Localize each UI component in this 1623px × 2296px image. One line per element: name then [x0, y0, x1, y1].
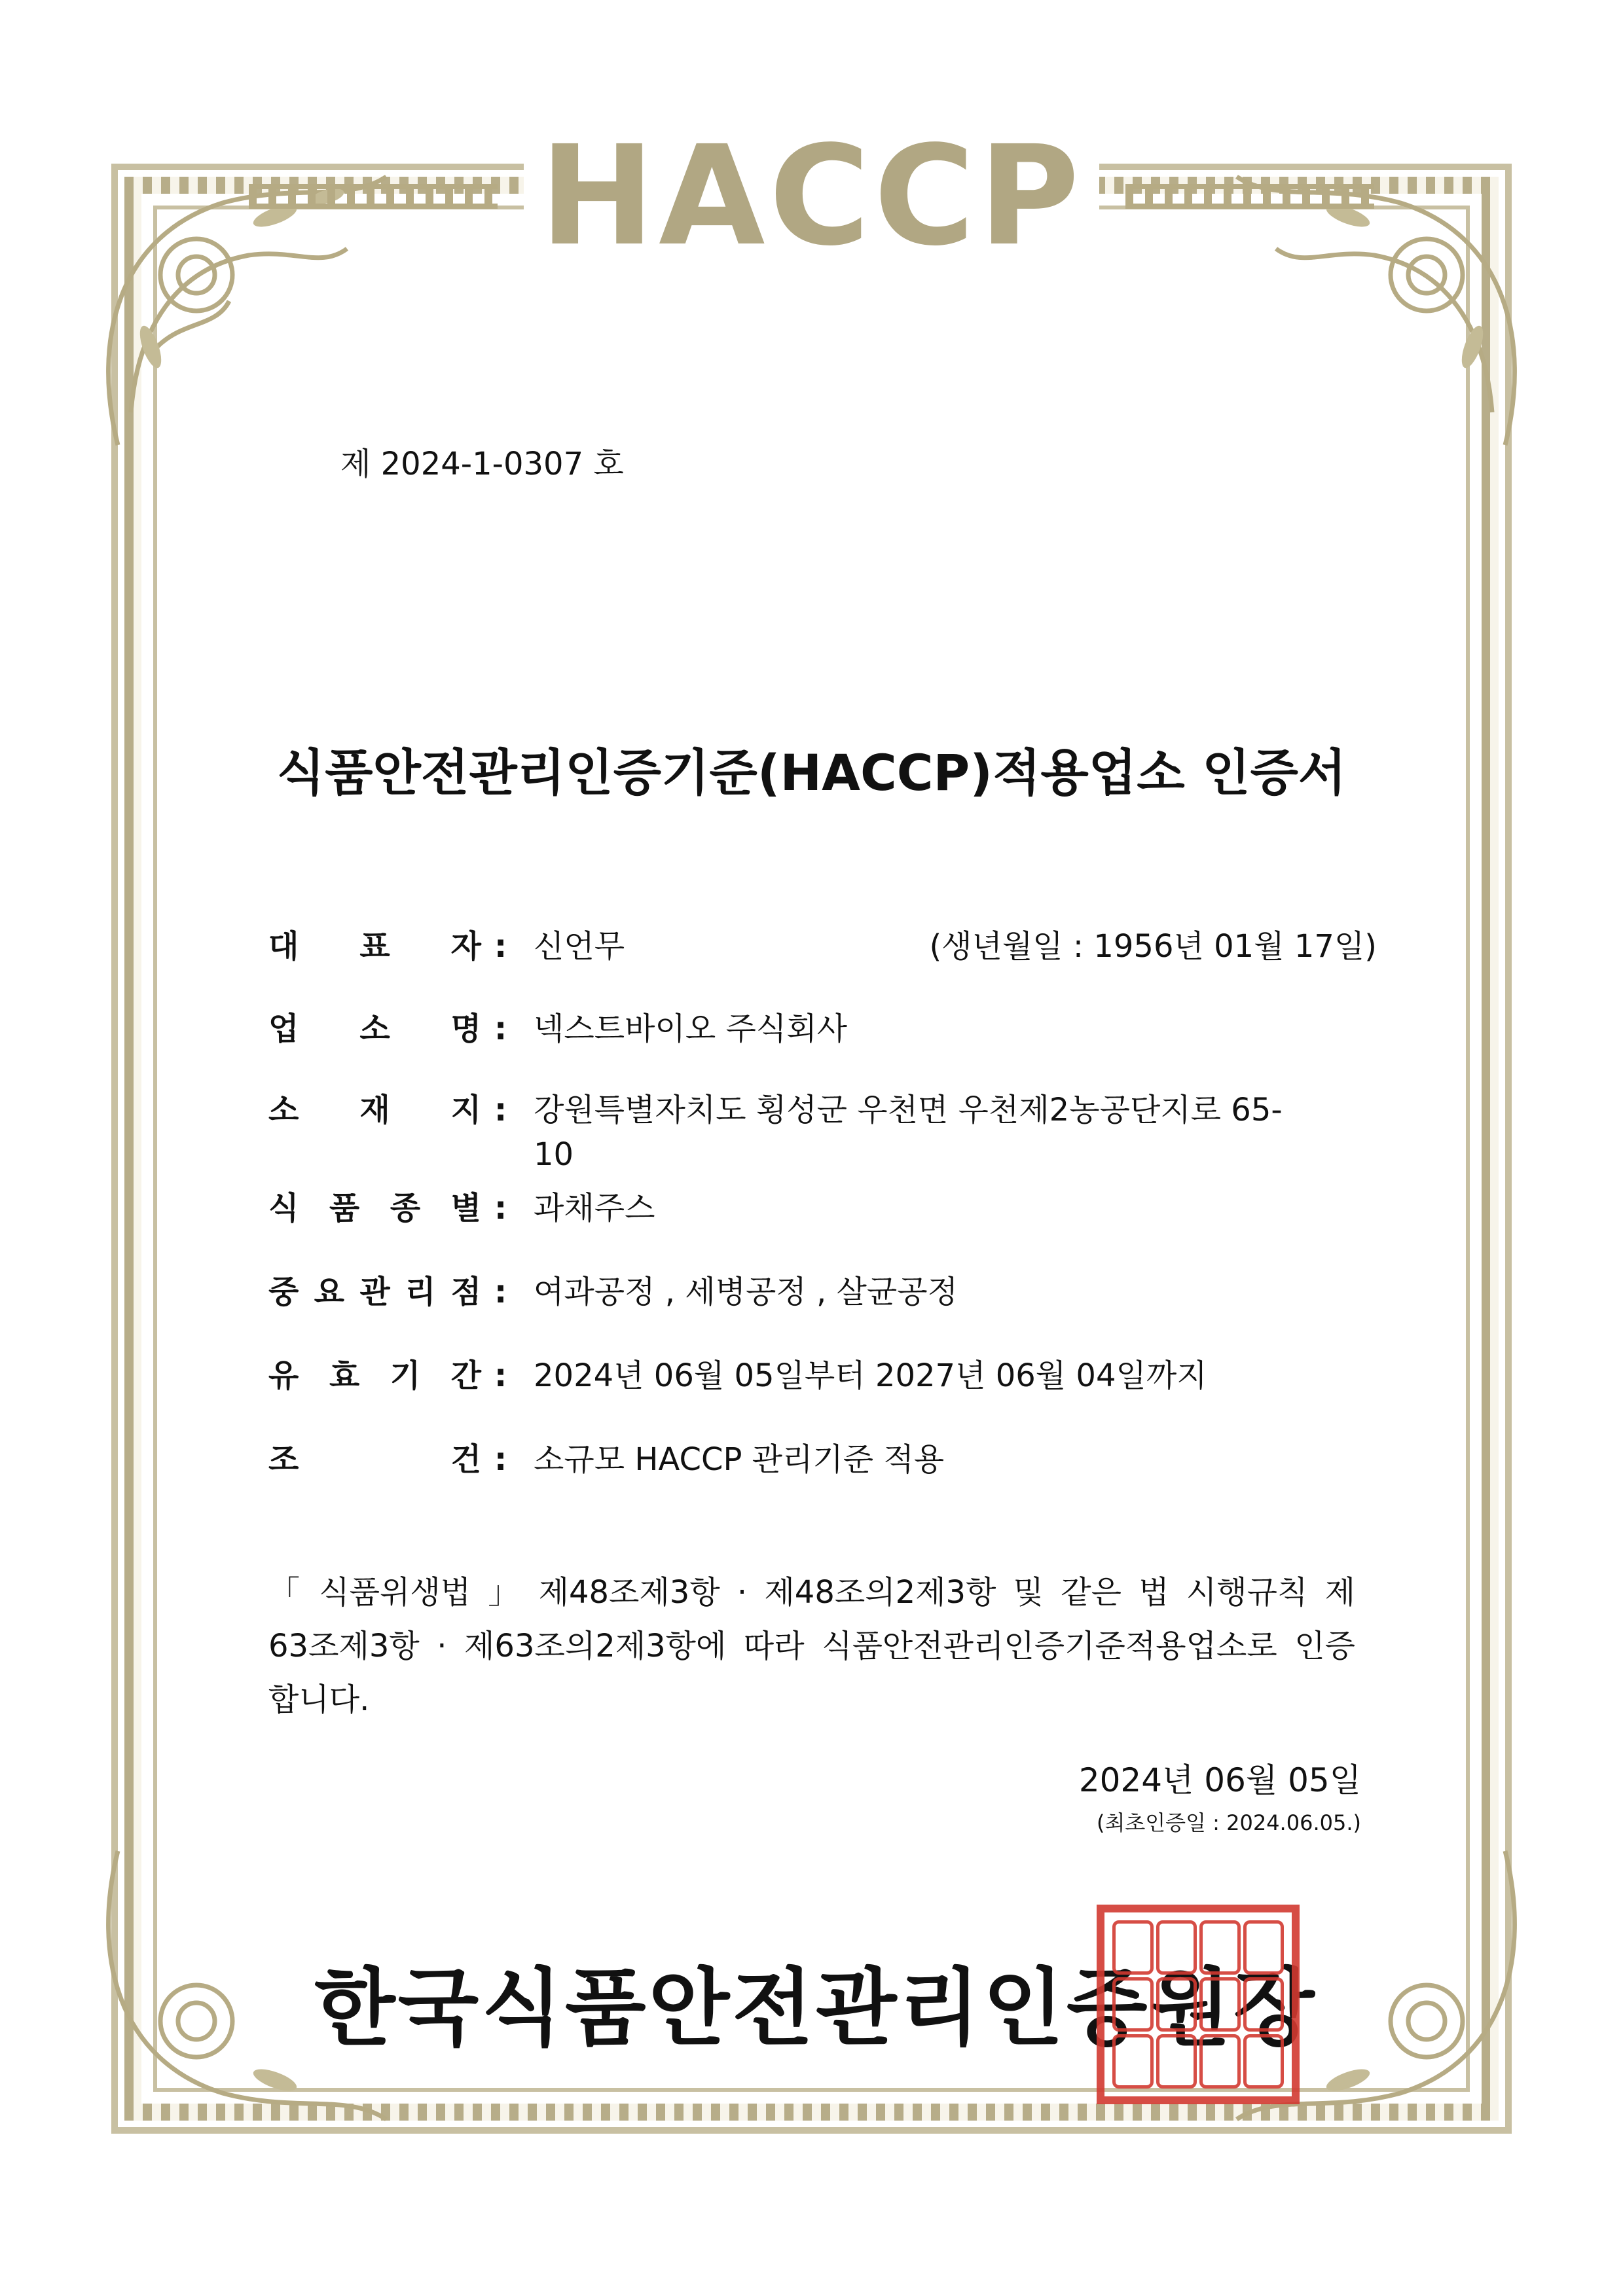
field-value: 넥스트바이오 주식회사 [534, 1011, 847, 1047]
field-business-name [268, 1007, 1381, 1051]
brand-band-left [249, 184, 498, 209]
document-title: 식품안전관리인증기준(HACCP)적용업소 인증서 [276, 744, 1347, 802]
field-colon: : [494, 1357, 507, 1394]
field-value: 신언무 (생년월일 : 1956년 01월 17일) [534, 924, 1378, 969]
brand-logo: HACCP [524, 128, 1099, 265]
field-colon: : [494, 1441, 507, 1478]
field-label: 업 소 명 [268, 1011, 481, 1047]
birth-date: (생년월일 : 1956년 01월 17일) [929, 928, 1377, 965]
field-label: 대 표 자 [268, 928, 481, 965]
certificate-number: 제 2024-1-0307 호 [340, 446, 624, 482]
field-label: 소 재 지 [268, 1092, 481, 1128]
field-value: 강원특별자치도 횡성군 우천면 우천제2농공단지로 65- 10 [534, 1092, 1283, 1173]
field-label: 식 품 종 별 [268, 1190, 481, 1227]
field-colon: : [494, 928, 507, 965]
legal-statement: 「 식품위생법 」 제48조제3항 · 제48조의2제3항 및 같은 법 시행규칙 제63조제3항 · 제63조의2제3항에 따라 식품안전관리인증기준적용업소로 인증합니다. [268, 1574, 1355, 1718]
issue-date: 2024년 06월 05일 [1078, 1761, 1361, 1799]
field-critical-control-point [268, 1270, 1381, 1314]
field-label: 유 효 기 간 [268, 1357, 481, 1394]
brand-header [0, 116, 1623, 276]
field-label: 중 요 관 리 점 [268, 1274, 481, 1310]
field-value: 소규모 HACCP 관리기준 적용 [534, 1441, 945, 1478]
field-colon: : [494, 1092, 507, 1128]
field-colon: : [494, 1190, 507, 1227]
issuer-name: 한국식품안전관리인증원장 [314, 1960, 1317, 2057]
field-condition [268, 1437, 1381, 1482]
field-food-type [268, 1186, 1381, 1230]
brand-band-right [1125, 184, 1374, 209]
field-label: 조 건 [268, 1441, 481, 1478]
field-value: 2024년 06월 05일부터 2027년 06월 04일까지 [534, 1357, 1207, 1394]
field-colon: : [494, 1274, 507, 1310]
field-representative [268, 924, 1381, 969]
field-value: 여과공정 , 세병공정 , 살균공정 [534, 1274, 958, 1310]
field-validity-period [268, 1354, 1381, 1398]
field-address [268, 1088, 1381, 1177]
official-seal-icon [1097, 1905, 1300, 2104]
field-value: 과채주스 [534, 1190, 655, 1227]
first-certification-date: (최초인증일 : 2024.06.05.) [1096, 1810, 1361, 1835]
field-colon: : [494, 1011, 507, 1047]
